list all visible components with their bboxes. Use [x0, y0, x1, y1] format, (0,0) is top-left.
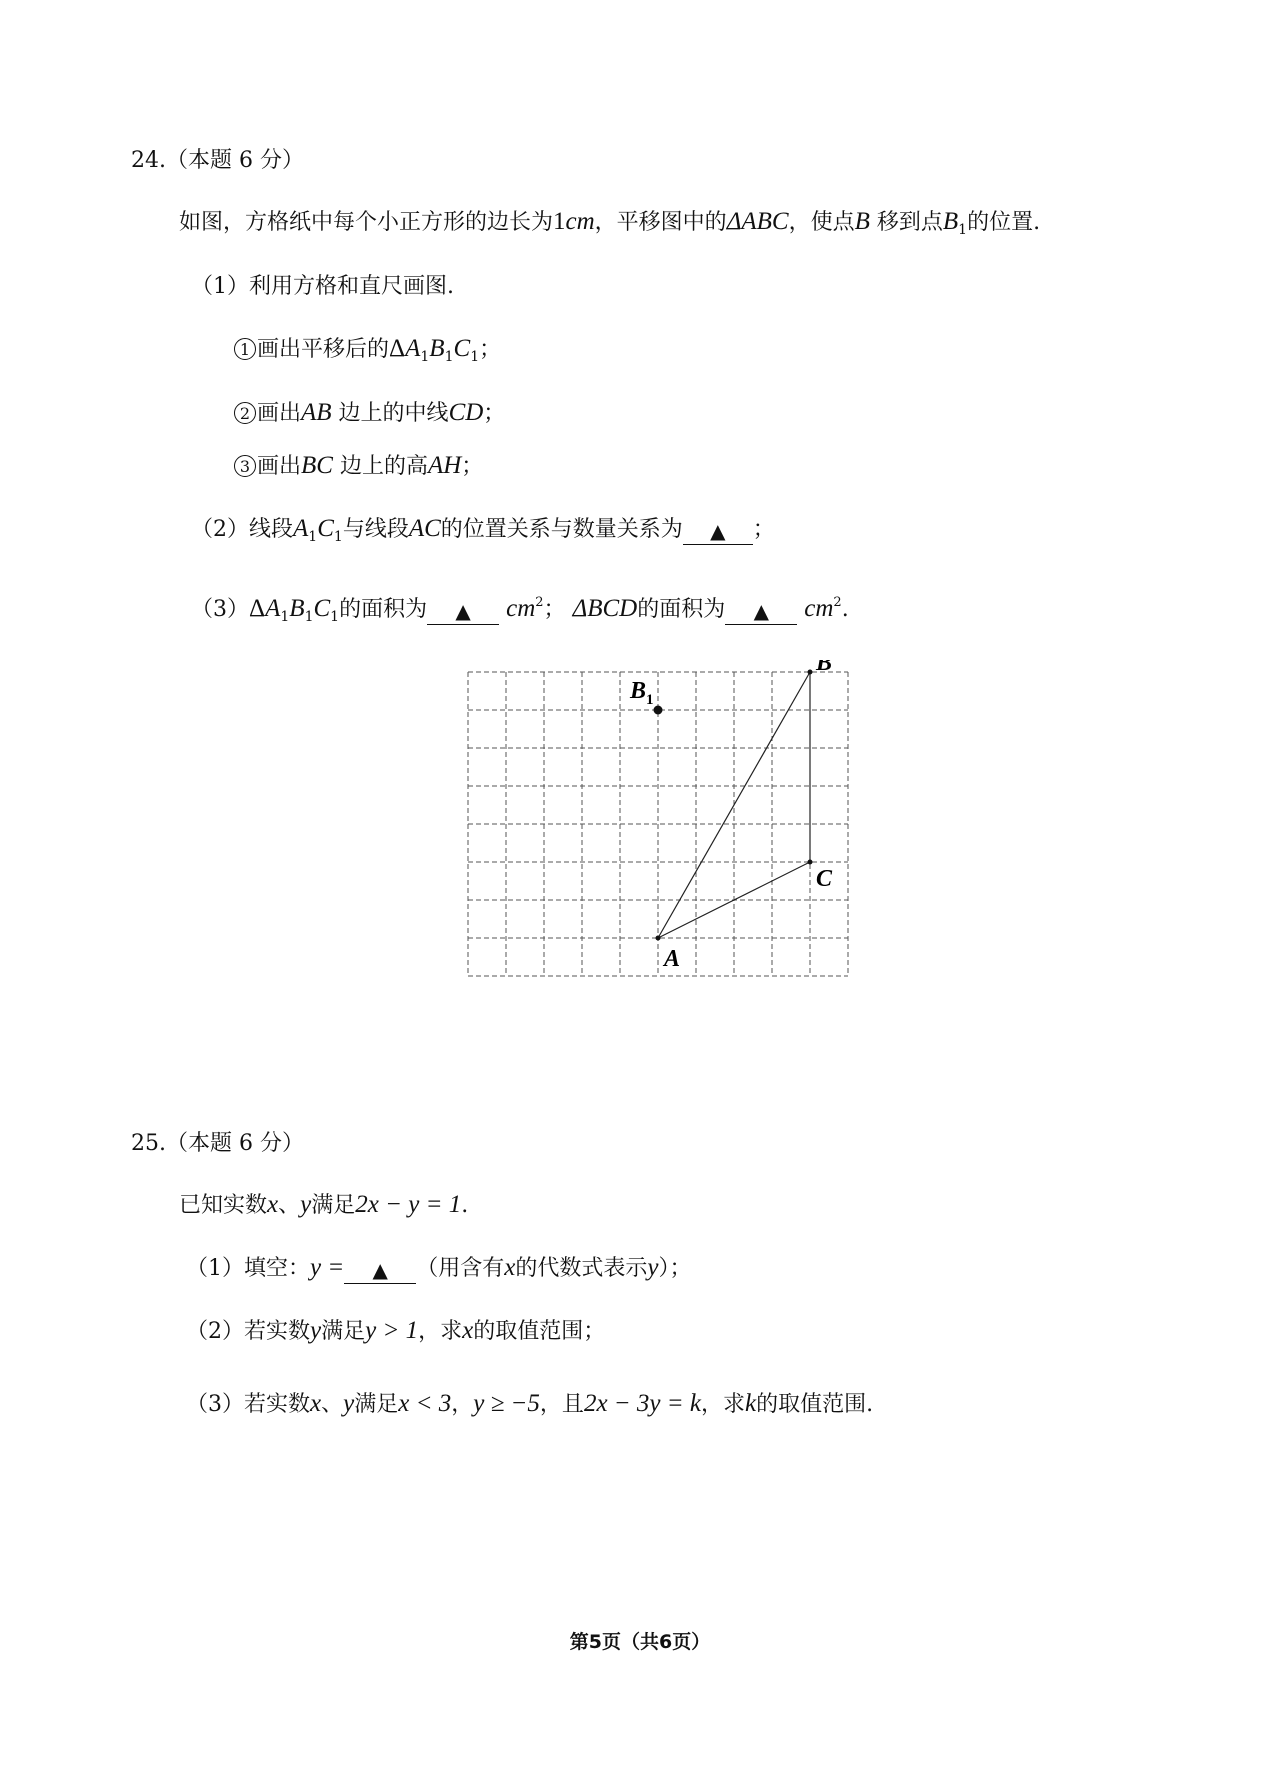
label-b1-subscript: 1	[646, 692, 654, 708]
answer-blank: ▲	[427, 598, 499, 625]
q25-part2: （2）若实数y满足y > 1，求x的取值范围；	[186, 1317, 606, 1344]
q24-part1-step2: 2 画出AB 边上的中线CD；	[234, 398, 505, 429]
page-number: 第5页（共6页）	[569, 1631, 711, 1653]
label-a: A	[664, 946, 681, 972]
point-b	[808, 670, 813, 675]
q24-intro: 如图，方格纸中每个小正方形的边长为1cm，平移图中的ΔABC，使点B 移到点$B_1$的位置.	[179, 208, 1041, 238]
q24-heading: 24.（本题 6 分）	[131, 148, 304, 173]
q24-part2: （2）线段$A_1C_1$与线段AC的位置关系与数量关系为 ▲ ；	[191, 515, 775, 545]
q24-part1-title: （1）利用方格和直尺画图.	[191, 274, 454, 299]
q25-intro: 已知实数x、y满足2x − y = 1.	[179, 1191, 469, 1218]
circled-number-2: 2	[234, 402, 256, 424]
page-footer	[0, 1627, 1280, 1654]
point-a	[656, 936, 661, 941]
q24-part1-step1: 1 画出平移后的$\Delta A_1B_1C_1$；	[234, 334, 501, 372]
point-c	[808, 860, 813, 865]
answer-blank: ▲	[683, 518, 753, 545]
q25-part3: （3）若实数x、y满足x < 3，y ≥ −5，且2x − 3y = k，求k的取值范围.	[186, 1390, 874, 1417]
label-c: C	[816, 866, 833, 892]
dashed-grid	[468, 672, 848, 976]
triangle-grid-diagram	[462, 660, 892, 990]
grid-figure	[462, 660, 892, 994]
q24-part1-step3: 3 画出BC 边上的高AH；	[234, 451, 483, 482]
q25-part1: （1）填空：y = ▲ （用含有x的代数式表示y）；	[186, 1254, 692, 1282]
label-b1: B	[630, 678, 647, 704]
label-b: B	[816, 660, 833, 676]
q24-part3: $(3)\Delta A_1B_1C_1$的面积为 ▲ $cm^2$； ΔBCD的面积为 ▲ $cm^2$.	[191, 595, 849, 625]
point-b1	[654, 706, 663, 715]
answer-blank: ▲	[725, 598, 797, 625]
circled-number-1: 1	[234, 338, 256, 360]
circled-number-3: 3	[234, 455, 256, 477]
q25-heading: 25.（本题 6 分）	[131, 1131, 304, 1156]
answer-blank: ▲	[344, 1257, 416, 1284]
